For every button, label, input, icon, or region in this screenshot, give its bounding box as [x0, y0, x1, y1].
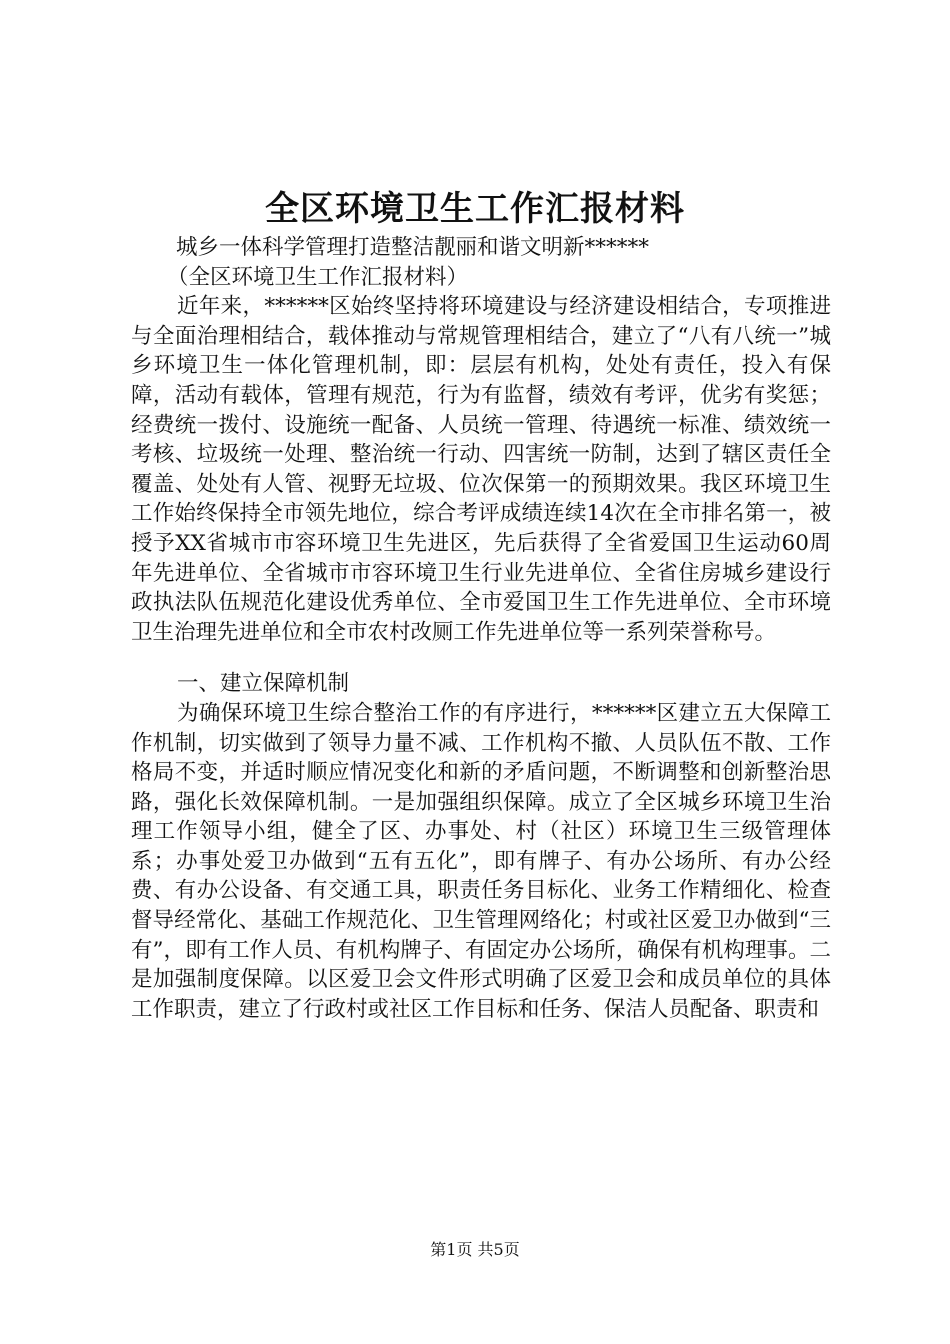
document-body: [131, 233, 831, 1024]
document-title: 全区环境卫生工作汇报材料: [265, 189, 685, 229]
intro-paragraph: 近年来，******区始终坚持将环境建设与经济建设相结合，专项推进与全面治理相结合，载体推动与常规管理相结合，建立了“八有八统一”城乡环境卫生一体化管理机制，即：层层有机构，处处有责任，投入有保障，活动有载体，管理有规范，行为有监督，绩效有考评，优劣有奖惩；经费统一拨付、设施统一配备、人员统一管理、待遇统一标准、绩效统一考核、垃圾统一处理、整治统一行动、四害统一防制，达到了辖区责任全覆盖、处处有人管、视野无垃圾、位次保第一的预期效果。我区环境卫生工作始终保持全市领先地位，综合考评成绩连续14次在全市排名第一，被授予XX省城市市容环境卫生先进区，先后获得了全省爱国卫生运动60周年先进单位、全省城市市容环境卫生行业先进单位、全省住房城乡建设行政执法队伍规范化建设优秀单位、全市爱国卫生工作先进单位、全市环境卫生治理先进单位和全市农村改厕工作先进单位等一系列荣誉称号。: [131, 294, 831, 645]
page-footer: 第1页 共5页: [430, 1240, 520, 1259]
section-spacer: [131, 647, 831, 669]
section-paragraph: 为确保环境卫生综合整治工作的有序进行，******区建立五大保障工作机制，切实做到了领导力量不减、工作机构不撤、人员队伍不散、工作格局不变，并适时顺应情况变化和新的矛盾问题，不断调整和创新整治思路，强化长效保障机制。一是加强组织保障。成立了全区城乡环境卫生治理工作领导小组，健全了区、办事处、村（社区）环境卫生三级管理体系；办事处爱卫办做到“五有五化”，即有牌子、有办公场所、有办公经费、有办公设备、有交通工具，职责任务目标化、业务工作精细化、检查督导经常化、基础工作规范化、卫生管理网络化；村或社区爱卫办做到“三有”，即有工作人员、有机构牌子、有固定办公场所，确保有机构理事。二是加强制度保障。以区爱卫会文件形式明确了区爱卫会和成员单位的具体工作职责，建立了行政村或社区工作目标和任务、保洁人员配备、职责和: [131, 700, 831, 1022]
section-heading: 一、建立保障机制: [177, 671, 350, 697]
document-subtitle-parenthetical: （全区环境卫生工作汇报材料）: [167, 264, 469, 290]
document-subtitle: 城乡一体科学管理打造整洁靓丽和谐文明新******: [176, 235, 650, 260]
